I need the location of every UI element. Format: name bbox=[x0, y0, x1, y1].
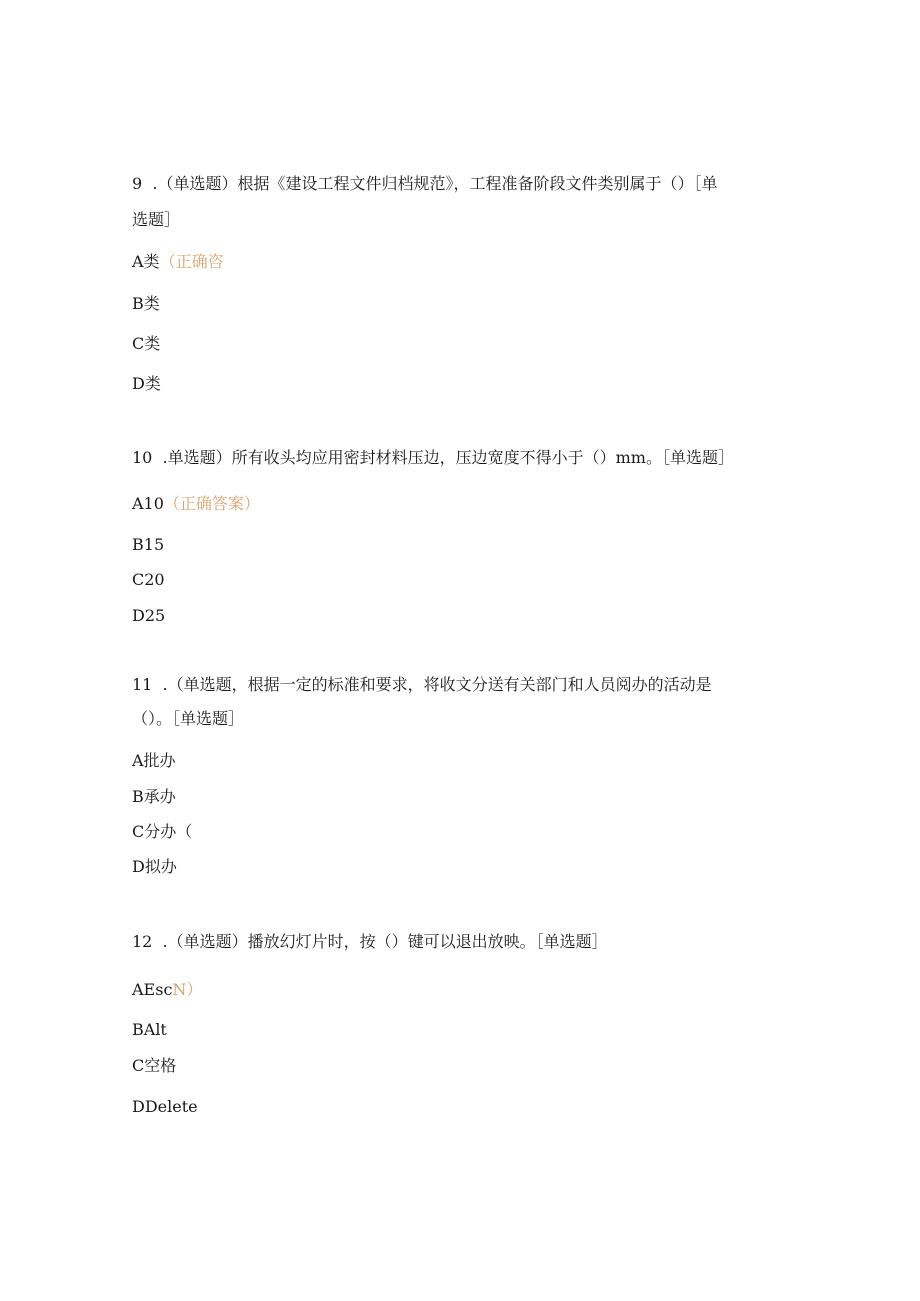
question-12-stem-line-1: 12 .（单选题）播放幻灯片时，按（）键可以退出放映。［单选题］ bbox=[132, 932, 608, 951]
question-11-option-b bbox=[132, 787, 176, 807]
option-text: C类 bbox=[132, 334, 161, 353]
question-11-option-c bbox=[132, 822, 192, 842]
option-text: C20 bbox=[132, 570, 165, 589]
option-text: A类 bbox=[132, 252, 160, 271]
question-10-option-d bbox=[132, 606, 165, 626]
question-10-stem-line-1: 10 .单选题）所有收头均应用密封材料压边，压边宽度不得小于（）mm。［单选题］ bbox=[132, 448, 734, 467]
option-text: BAlt bbox=[132, 1020, 167, 1039]
option-text: B类 bbox=[132, 294, 160, 313]
question-10-option-c bbox=[132, 570, 165, 590]
option-text: B承办 bbox=[132, 787, 176, 806]
option-text: B15 bbox=[132, 535, 165, 554]
question-12-option-a bbox=[132, 980, 202, 1000]
option-text: C分办（ bbox=[132, 822, 193, 841]
answer-note: （正确咨 bbox=[159, 252, 224, 271]
answer-note: （正确答案） bbox=[163, 494, 260, 513]
question-12-option-c bbox=[132, 1056, 176, 1076]
question-9-option-b bbox=[132, 294, 160, 314]
question-11-stem-line-1: 11 .（单选题，根据一定的标准和要求，将收文分送有关部门和人员阅办的活动是 bbox=[132, 675, 712, 694]
option-text: D类 bbox=[132, 374, 161, 393]
option-text: DDelete bbox=[132, 1097, 198, 1116]
question-10-option-b bbox=[132, 535, 164, 555]
question-9-option-a bbox=[132, 252, 224, 272]
question-11-option-a bbox=[132, 751, 176, 771]
question-11-option-d bbox=[132, 857, 177, 877]
question-9-stem-line-1: 9 .（单选题）根据《建设工程文件归档规范》，工程准备阶段文件类别属于（）［单 bbox=[132, 174, 718, 193]
option-text: D25 bbox=[132, 606, 166, 625]
option-text: C空格 bbox=[132, 1056, 177, 1075]
option-text: A批办 bbox=[132, 751, 176, 770]
question-10-option-a bbox=[132, 494, 260, 514]
question-9-option-d bbox=[132, 374, 161, 394]
option-text: A10 bbox=[132, 494, 164, 513]
question-12-option-b bbox=[132, 1020, 167, 1040]
option-text: D拟办 bbox=[132, 857, 177, 876]
answer-note: N） bbox=[172, 980, 203, 999]
question-9-option-c bbox=[132, 334, 160, 354]
question-12-option-d bbox=[132, 1097, 198, 1117]
option-text: AEsc bbox=[132, 980, 173, 999]
question-9-stem-line-2: 选题］ bbox=[132, 210, 181, 229]
question-11-stem-line-2: （）。［单选题］ bbox=[132, 709, 245, 728]
